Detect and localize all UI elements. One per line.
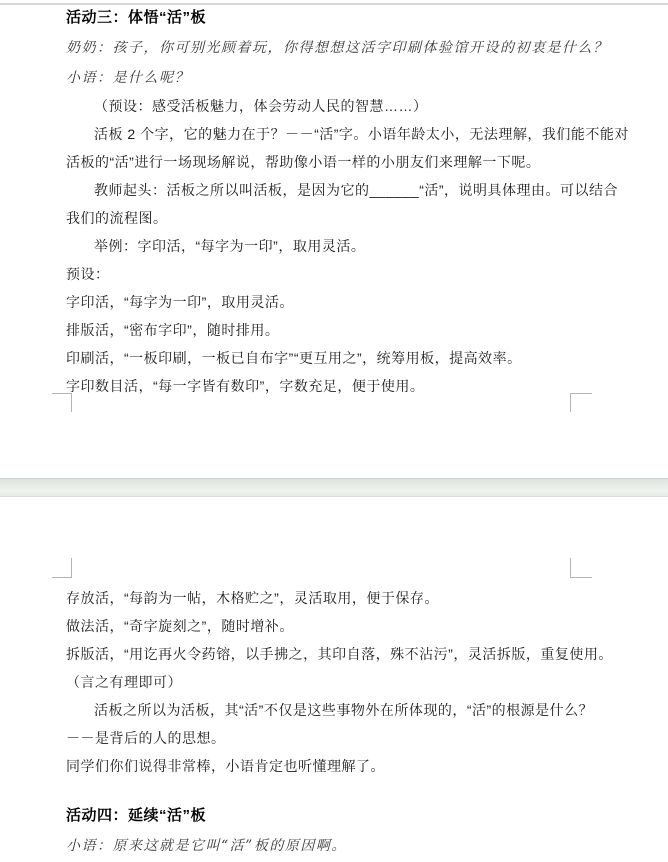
teacher-lead-line2: 我们的流程图。 [66,210,168,226]
preset-note-line: （预设：感受活板魅力，体会劳动人民的智慧……） [94,98,428,114]
activity4-heading: 活动四：延续“活”板 [66,807,207,824]
note-reasonable: （言之有理即可） [66,674,182,690]
page2-top-left-crop-mark [52,558,72,578]
page2-top-right-crop-mark [570,558,592,578]
paragraph-charm-line2: 活板的“活”进行一场现场解说，帮助像小语一样的小朋友们来理解一下呢。 [66,154,541,170]
teacher-lead-line1: 教师起头：活板之所以叫活板，是因为它的______“活”，说明具体理由。可以结合 [94,182,619,198]
list-item-chaiban: 拆版活，“用讫再火令药镕，以手拂之，其印自落，殊不沾污”，灵活拆版，重复使用。 [66,646,613,662]
list-item-cunfang: 存放活，“每韵为一帖，木格贮之”，灵活取用，便于保存。 [66,590,439,606]
dialogue-grandma: 奶奶：孩子，你可别光顾着玩，你得想想这活字印刷体验馆开设的初衷是什么？ [66,40,609,56]
paragraph-root-line1: 活板之所以为活板，其“活”不仅是这些事物外在所体现的，“活”的根源是什么？ [94,702,594,718]
list-item-zuofa: 做法活，“奇字旋刻之”，随时增补。 [66,618,294,634]
page1-bottom-right-crop-mark [570,393,592,412]
paragraph-charm-line1: 活板 2 个字，它的魅力在于？－－“活”字。小语年龄太小，无法理解，我们能不能对 [94,126,629,142]
preset-label: 预设： [66,266,110,282]
list-item-yinshua: 印刷活，“一板印刷，一板已自布字”“更互用之”，统筹用板，提高效率。 [66,350,522,366]
list-item-paiban: 排版活，“密布字印”，随时排用。 [66,322,280,338]
example-line: 举例：字印活，“每字为一印”，取用灵活。 [94,238,366,254]
list-item-zishumu: 字印数目活，“每一字皆有数印”，字数充足，便于使用。 [66,378,425,394]
praise-line: 同学们你们说得非常棒，小语肯定也听懂理解了。 [66,758,385,774]
paragraph-root-line2: －－是背后的人的思想。 [66,730,226,746]
page-top-boundary-line [0,3,668,5]
dialogue-xiaoyu: 小语：是什么呢？ [66,70,190,86]
activity3-heading: 活动三：体悟“活”板 [66,9,207,26]
list-item-ziyin: 字印活，“每字为一印”，取用灵活。 [66,294,294,310]
page-break-separator [0,478,668,497]
dialogue-xiaoyu-2: 小语：原来这就是它叫“活”板的原因啊。 [66,838,347,854]
page1-bottom-left-crop-mark [52,393,72,412]
